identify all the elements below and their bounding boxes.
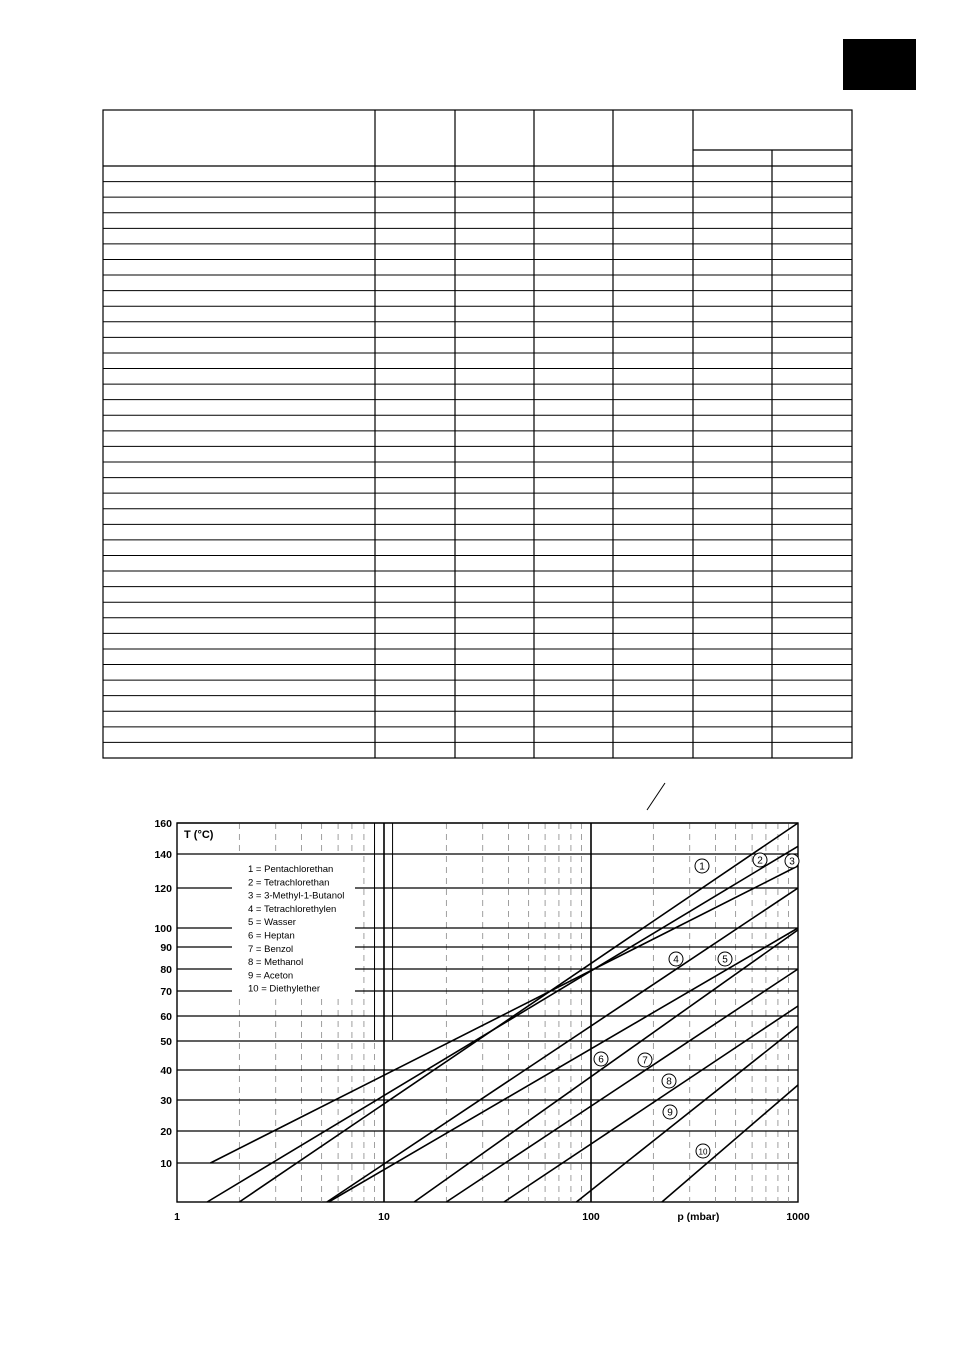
y-tick-label: 50: [160, 1036, 172, 1048]
series-marker-label: 7: [642, 1055, 648, 1067]
series-marker-label: 6: [598, 1054, 604, 1066]
y-tick-label: 90: [160, 942, 172, 954]
legend-entry: 3 = 3-Methyl-1-Butanol: [248, 890, 345, 902]
legend-entry: 5 = Wasser: [248, 917, 296, 929]
series-marker-label: 9: [667, 1107, 673, 1119]
series-marker-label: 8: [666, 1076, 672, 1088]
y-tick-label: 160: [154, 818, 172, 830]
x-tick-label: 1: [174, 1211, 180, 1223]
legend-entry: 8 = Methanol: [248, 957, 304, 969]
y-axis-label: T (°C): [184, 829, 214, 841]
series-marker-label: 3: [789, 856, 795, 868]
series-marker-label: 10: [698, 1147, 708, 1157]
x-tick-label: 10: [378, 1211, 390, 1223]
y-tick-label: 10: [160, 1158, 172, 1170]
y-tick-label: 100: [154, 923, 172, 935]
legend-entry: 9 = Aceton: [248, 970, 294, 982]
legend-entry: 7 = Benzol: [248, 943, 294, 955]
legend-entry: 10 = Diethylether: [248, 983, 321, 995]
series-marker-label: 1: [699, 861, 705, 873]
y-tick-label: 40: [160, 1065, 172, 1077]
series-marker-label: 2: [757, 855, 763, 867]
series-line-4: [327, 888, 798, 1202]
y-tick-label: 70: [160, 986, 172, 998]
legend-entry: 2 = Tetrachlorethan: [248, 877, 330, 889]
series-marker-label: 5: [722, 954, 728, 966]
legend-entry: 4 = Tetrachlorethylen: [248, 903, 337, 915]
series-line-8: [504, 1006, 798, 1202]
y-tick-label: 60: [160, 1011, 172, 1023]
series-marker-label: 4: [673, 954, 679, 966]
y-tick-label: 120: [154, 883, 172, 895]
series-line-6: [414, 930, 798, 1202]
legend-entry: 6 = Heptan: [248, 930, 295, 942]
x-tick-label: 100: [582, 1211, 600, 1223]
series-line-7: [446, 969, 798, 1202]
y-tick-label: 30: [160, 1095, 172, 1107]
y-tick-label: 20: [160, 1126, 172, 1138]
y-tick-label: 140: [154, 849, 172, 861]
x-tick-label: 1000: [786, 1211, 810, 1223]
y-tick-label: 80: [160, 964, 172, 976]
leader-line: [647, 783, 665, 810]
x-tick-label: p (mbar): [677, 1211, 720, 1223]
legend-entry: 1 = Pentachlorethan: [248, 864, 334, 875]
series-line-10: [662, 1085, 798, 1202]
